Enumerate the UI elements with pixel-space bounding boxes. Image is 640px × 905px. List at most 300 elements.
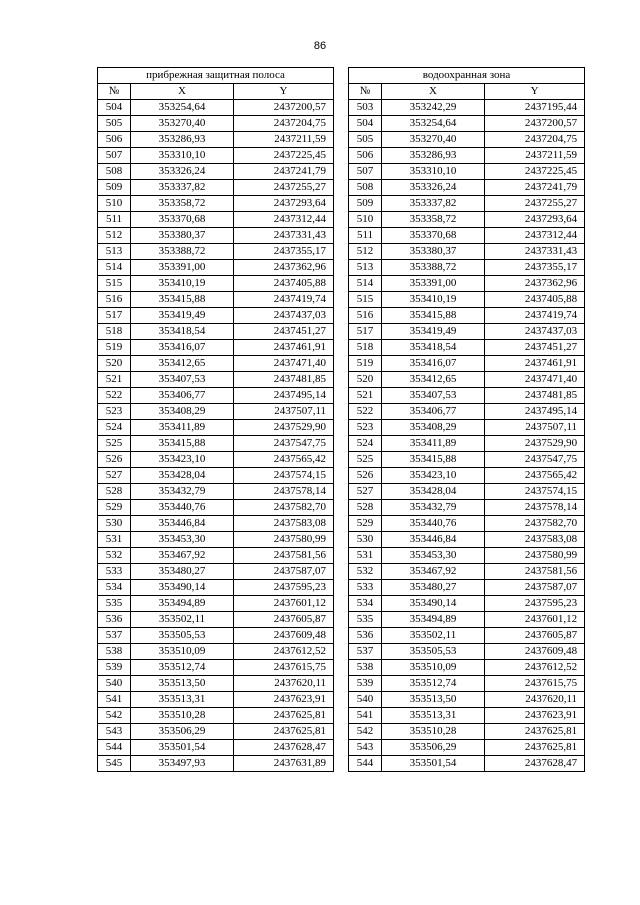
right-x-coordinate: 353432,79 [382, 500, 485, 516]
left-x-coordinate: 353423,10 [131, 452, 234, 468]
table-row [98, 228, 585, 244]
column-gap [334, 228, 349, 244]
left-x-coordinate: 353416,07 [131, 340, 234, 356]
left-point-number: 535 [98, 596, 131, 612]
right-y-coordinate: 2437620,11 [485, 692, 585, 708]
right-x-coordinate: 353428,04 [382, 484, 485, 500]
right-point-number: 529 [349, 516, 382, 532]
left-y-coordinate: 2437625,81 [234, 708, 334, 724]
column-gap [334, 724, 349, 740]
right-y-coordinate: 2437612,52 [485, 660, 585, 676]
right-point-number: 516 [349, 308, 382, 324]
column-gap [334, 564, 349, 580]
right-x-coordinate: 353467,92 [382, 564, 485, 580]
left-y-coordinate: 2437574,15 [234, 468, 334, 484]
left-y-coordinate: 2437255,27 [234, 180, 334, 196]
left-y-coordinate: 2437437,03 [234, 308, 334, 324]
column-gap [334, 372, 349, 388]
right-point-number: 525 [349, 452, 382, 468]
left-x-coordinate: 353428,04 [131, 468, 234, 484]
left-y-coordinate: 2437495,14 [234, 388, 334, 404]
right-point-number: 503 [349, 100, 382, 116]
right-point-number: 538 [349, 660, 382, 676]
right-x-coordinate: 353412,65 [382, 372, 485, 388]
column-gap [334, 308, 349, 324]
right-point-number: 534 [349, 596, 382, 612]
left-point-number: 522 [98, 388, 131, 404]
left-x-coordinate: 353337,82 [131, 180, 234, 196]
left-y-coordinate: 2437620,11 [234, 676, 334, 692]
table-row [98, 100, 585, 116]
left-y-coordinate: 2437582,70 [234, 500, 334, 516]
left-y-coordinate: 2437355,17 [234, 244, 334, 260]
left-x-coordinate: 353418,54 [131, 324, 234, 340]
right-x-coordinate: 353440,76 [382, 516, 485, 532]
left-y-coordinate: 2437625,81 [234, 724, 334, 740]
table-row [98, 548, 585, 564]
left-point-number: 528 [98, 484, 131, 500]
left-x-coordinate: 353310,10 [131, 148, 234, 164]
left-y-coordinate: 2437583,08 [234, 516, 334, 532]
column-gap [334, 708, 349, 724]
right-y-coordinate: 2437595,23 [485, 596, 585, 612]
right-y-coordinate: 2437565,42 [485, 468, 585, 484]
right-y-coordinate: 2437583,08 [485, 532, 585, 548]
left-point-number: 538 [98, 644, 131, 660]
right-x-coordinate: 353480,27 [382, 580, 485, 596]
left-point-number: 508 [98, 164, 131, 180]
right-x-coordinate: 353416,07 [382, 356, 485, 372]
left-y-coordinate: 2437547,75 [234, 436, 334, 452]
left-point-number: 532 [98, 548, 131, 564]
table-row [98, 340, 585, 356]
left-point-number: 517 [98, 308, 131, 324]
left-point-number: 541 [98, 692, 131, 708]
column-gap [334, 324, 349, 340]
left-y-coordinate: 2437293,64 [234, 196, 334, 212]
right-x-coordinate: 353513,31 [382, 708, 485, 724]
right-y-coordinate: 2437529,90 [485, 436, 585, 452]
right-point-number: 540 [349, 692, 382, 708]
right-point-number: 527 [349, 484, 382, 500]
right-point-number: 528 [349, 500, 382, 516]
left-x-coordinate: 353415,88 [131, 436, 234, 452]
right-x-coordinate: 353270,40 [382, 132, 485, 148]
column-gap [334, 340, 349, 356]
table-row [98, 660, 585, 676]
left-point-number: 534 [98, 580, 131, 596]
right-y-coordinate: 2437625,81 [485, 724, 585, 740]
right-y-coordinate: 2437405,88 [485, 292, 585, 308]
left-section-title: прибрежная защитная полоса [98, 68, 334, 84]
left-x-coordinate: 353513,50 [131, 676, 234, 692]
right-y-coordinate: 2437587,07 [485, 580, 585, 596]
page-number: 86 [313, 40, 327, 52]
table-row [98, 708, 585, 724]
left-x-coordinate: 353411,89 [131, 420, 234, 436]
left-y-coordinate: 2437419,74 [234, 292, 334, 308]
right-y-coordinate: 2437241,79 [485, 180, 585, 196]
left-point-number: 504 [98, 100, 131, 116]
right-point-number: 506 [349, 148, 382, 164]
left-x-coordinate: 353391,00 [131, 260, 234, 276]
column-gap [334, 580, 349, 596]
left-y-coordinate: 2437565,42 [234, 452, 334, 468]
table-row [98, 244, 585, 260]
left-y-coordinate: 2437200,57 [234, 100, 334, 116]
left-x-coordinate: 353406,77 [131, 388, 234, 404]
column-gap [334, 548, 349, 564]
right-x-coordinate: 353415,88 [382, 308, 485, 324]
column-gap [334, 452, 349, 468]
right-y-coordinate: 2437615,75 [485, 676, 585, 692]
left-point-number: 525 [98, 436, 131, 452]
right-point-number: 521 [349, 388, 382, 404]
right-y-coordinate: 2437195,44 [485, 100, 585, 116]
right-x-coordinate: 353419,49 [382, 324, 485, 340]
column-gap [334, 244, 349, 260]
left-y-coordinate: 2437204,75 [234, 116, 334, 132]
right-point-number: 526 [349, 468, 382, 484]
right-point-number: 523 [349, 420, 382, 436]
table-row [98, 292, 585, 308]
left-point-number: 530 [98, 516, 131, 532]
right-y-coordinate: 2437609,48 [485, 644, 585, 660]
right-y-coordinate: 2437362,96 [485, 276, 585, 292]
table-row [98, 196, 585, 212]
table-row [98, 404, 585, 420]
table-row [98, 724, 585, 740]
left-point-number: 545 [98, 756, 131, 772]
table-row [98, 420, 585, 436]
left-x-coordinate: 353505,53 [131, 628, 234, 644]
table-row [98, 388, 585, 404]
right-point-number: 537 [349, 644, 382, 660]
right-x-coordinate: 353411,89 [382, 436, 485, 452]
left-y-coordinate: 2437405,88 [234, 276, 334, 292]
left-y-coordinate: 2437623,91 [234, 692, 334, 708]
left-point-number: 511 [98, 212, 131, 228]
left-y-coordinate: 2437529,90 [234, 420, 334, 436]
column-gap [334, 148, 349, 164]
left-x-coordinate: 353510,09 [131, 644, 234, 660]
right-point-number: 512 [349, 244, 382, 260]
left-point-number: 513 [98, 244, 131, 260]
right-point-number: 535 [349, 612, 382, 628]
right-point-number: 510 [349, 212, 382, 228]
left-point-number: 518 [98, 324, 131, 340]
left-x-coordinate: 353494,89 [131, 596, 234, 612]
table-row [98, 164, 585, 180]
left-point-number: 540 [98, 676, 131, 692]
table-row [98, 628, 585, 644]
right-y-coordinate: 2437419,74 [485, 308, 585, 324]
right-point-number: 520 [349, 372, 382, 388]
left-point-number: 519 [98, 340, 131, 356]
left-y-coordinate: 2437331,43 [234, 228, 334, 244]
left-y-coordinate: 2437471,40 [234, 356, 334, 372]
left-point-number: 520 [98, 356, 131, 372]
column-gap [334, 116, 349, 132]
left-x-coordinate: 353453,30 [131, 532, 234, 548]
column-gap [334, 484, 349, 500]
left-x-coordinate: 353407,53 [131, 372, 234, 388]
right-y-coordinate: 2437204,75 [485, 132, 585, 148]
left-y-coordinate: 2437587,07 [234, 564, 334, 580]
left-y-coordinate: 2437578,14 [234, 484, 334, 500]
column-gap [334, 692, 349, 708]
column-gap [334, 660, 349, 676]
left-y-coordinate: 2437581,56 [234, 548, 334, 564]
left-x-coordinate: 353510,28 [131, 708, 234, 724]
table-row [98, 308, 585, 324]
column-gap [334, 516, 349, 532]
left-x-coordinate: 353408,29 [131, 404, 234, 420]
right-point-number: 542 [349, 724, 382, 740]
left-x-coordinate: 353432,79 [131, 484, 234, 500]
right-point-number: 505 [349, 132, 382, 148]
table-row [98, 212, 585, 228]
right-y-coordinate: 2437312,44 [485, 228, 585, 244]
left-header-num: № [98, 84, 131, 100]
right-x-coordinate: 353502,11 [382, 628, 485, 644]
left-x-coordinate: 353270,40 [131, 116, 234, 132]
right-x-coordinate: 353505,53 [382, 644, 485, 660]
left-point-number: 524 [98, 420, 131, 436]
right-x-coordinate: 353453,30 [382, 548, 485, 564]
left-y-coordinate: 2437580,99 [234, 532, 334, 548]
right-point-number: 513 [349, 260, 382, 276]
left-y-coordinate: 2437481,85 [234, 372, 334, 388]
column-gap [334, 356, 349, 372]
left-point-number: 512 [98, 228, 131, 244]
right-header-x: X [382, 84, 485, 100]
left-x-coordinate: 353512,74 [131, 660, 234, 676]
table-row [98, 516, 585, 532]
right-x-coordinate: 353408,29 [382, 420, 485, 436]
right-point-number: 536 [349, 628, 382, 644]
right-x-coordinate: 353388,72 [382, 260, 485, 276]
right-x-coordinate: 353501,54 [382, 756, 485, 772]
right-y-coordinate: 2437601,12 [485, 612, 585, 628]
left-x-coordinate: 353388,72 [131, 244, 234, 260]
table-row [98, 276, 585, 292]
left-y-coordinate: 2437312,44 [234, 212, 334, 228]
column-gap [334, 596, 349, 612]
right-x-coordinate: 353510,09 [382, 660, 485, 676]
column-gap [334, 100, 349, 116]
right-y-coordinate: 2437580,99 [485, 548, 585, 564]
right-y-coordinate: 2437293,64 [485, 212, 585, 228]
left-y-coordinate: 2437225,45 [234, 148, 334, 164]
right-point-number: 519 [349, 356, 382, 372]
right-point-number: 511 [349, 228, 382, 244]
left-point-number: 515 [98, 276, 131, 292]
left-x-coordinate: 353415,88 [131, 292, 234, 308]
left-x-coordinate: 353412,65 [131, 356, 234, 372]
table-row [98, 372, 585, 388]
table-body [98, 100, 585, 772]
left-point-number: 531 [98, 532, 131, 548]
right-x-coordinate: 353391,00 [382, 276, 485, 292]
column-gap [334, 500, 349, 516]
left-x-coordinate: 353506,29 [131, 724, 234, 740]
left-x-coordinate: 353254,64 [131, 100, 234, 116]
left-x-coordinate: 353419,49 [131, 308, 234, 324]
table-row [98, 452, 585, 468]
right-y-coordinate: 2437623,91 [485, 708, 585, 724]
column-gap [334, 292, 349, 308]
table-row [98, 756, 585, 772]
left-point-number: 506 [98, 132, 131, 148]
column-gap [334, 612, 349, 628]
right-x-coordinate: 353446,84 [382, 532, 485, 548]
left-point-number: 523 [98, 404, 131, 420]
left-point-number: 507 [98, 148, 131, 164]
left-y-coordinate: 2437507,11 [234, 404, 334, 420]
table-row [98, 180, 585, 196]
column-gap [334, 468, 349, 484]
right-y-coordinate: 2437355,17 [485, 260, 585, 276]
right-point-number: 508 [349, 180, 382, 196]
column-gap [334, 212, 349, 228]
column-gap [334, 68, 349, 84]
right-y-coordinate: 2437225,45 [485, 164, 585, 180]
column-gap [334, 276, 349, 292]
right-x-coordinate: 353310,10 [382, 164, 485, 180]
column-gap [334, 644, 349, 660]
column-gap [334, 388, 349, 404]
left-x-coordinate: 353446,84 [131, 516, 234, 532]
right-point-number: 531 [349, 548, 382, 564]
right-y-coordinate: 2437578,14 [485, 500, 585, 516]
left-x-coordinate: 353467,92 [131, 548, 234, 564]
table-row [98, 436, 585, 452]
table-row [98, 692, 585, 708]
left-point-number: 529 [98, 500, 131, 516]
left-x-coordinate: 353410,19 [131, 276, 234, 292]
right-y-coordinate: 2437507,11 [485, 420, 585, 436]
right-point-number: 533 [349, 580, 382, 596]
right-y-coordinate: 2437471,40 [485, 372, 585, 388]
left-x-coordinate: 353358,72 [131, 196, 234, 212]
right-x-coordinate: 353380,37 [382, 244, 485, 260]
left-y-coordinate: 2437612,52 [234, 644, 334, 660]
column-header-row [98, 84, 585, 100]
right-point-number: 530 [349, 532, 382, 548]
table-row [98, 356, 585, 372]
right-point-number: 518 [349, 340, 382, 356]
right-point-number: 504 [349, 116, 382, 132]
left-y-coordinate: 2437461,91 [234, 340, 334, 356]
left-point-number: 533 [98, 564, 131, 580]
right-header-y: Y [485, 84, 585, 100]
right-x-coordinate: 353415,88 [382, 452, 485, 468]
right-x-coordinate: 353423,10 [382, 468, 485, 484]
right-y-coordinate: 2437628,47 [485, 756, 585, 772]
left-x-coordinate: 353490,14 [131, 580, 234, 596]
table-row [98, 148, 585, 164]
right-x-coordinate: 353242,29 [382, 100, 485, 116]
left-x-coordinate: 353380,37 [131, 228, 234, 244]
column-gap [334, 676, 349, 692]
left-x-coordinate: 353440,76 [131, 500, 234, 516]
left-y-coordinate: 2437609,48 [234, 628, 334, 644]
right-point-number: 541 [349, 708, 382, 724]
right-x-coordinate: 353407,53 [382, 388, 485, 404]
left-y-coordinate: 2437628,47 [234, 740, 334, 756]
left-point-number: 510 [98, 196, 131, 212]
coordinates-table [97, 67, 585, 772]
table-row [98, 676, 585, 692]
left-point-number: 542 [98, 708, 131, 724]
column-gap [334, 164, 349, 180]
right-x-coordinate: 353510,28 [382, 724, 485, 740]
left-x-coordinate: 353286,93 [131, 132, 234, 148]
right-point-number: 515 [349, 292, 382, 308]
right-x-coordinate: 353326,24 [382, 180, 485, 196]
column-gap [334, 436, 349, 452]
column-gap [334, 532, 349, 548]
left-y-coordinate: 2437451,27 [234, 324, 334, 340]
right-y-coordinate: 2437581,56 [485, 564, 585, 580]
right-section-title: водоохранная зона [349, 68, 585, 84]
column-gap [334, 404, 349, 420]
column-gap [334, 420, 349, 436]
right-x-coordinate: 353513,50 [382, 692, 485, 708]
right-header-num: № [349, 84, 382, 100]
right-x-coordinate: 353410,19 [382, 292, 485, 308]
right-x-coordinate: 353286,93 [382, 148, 485, 164]
left-point-number: 516 [98, 292, 131, 308]
right-y-coordinate: 2437605,87 [485, 628, 585, 644]
right-point-number: 509 [349, 196, 382, 212]
left-y-coordinate: 2437362,96 [234, 260, 334, 276]
section-title-row [98, 68, 585, 84]
column-gap [334, 260, 349, 276]
left-point-number: 514 [98, 260, 131, 276]
right-x-coordinate: 353370,68 [382, 228, 485, 244]
right-x-coordinate: 353337,82 [382, 196, 485, 212]
right-point-number: 539 [349, 676, 382, 692]
right-point-number: 543 [349, 740, 382, 756]
right-point-number: 507 [349, 164, 382, 180]
left-point-number: 537 [98, 628, 131, 644]
right-point-number: 517 [349, 324, 382, 340]
left-y-coordinate: 2437631,89 [234, 756, 334, 772]
right-point-number: 532 [349, 564, 382, 580]
left-point-number: 521 [98, 372, 131, 388]
left-y-coordinate: 2437605,87 [234, 612, 334, 628]
column-gap [334, 132, 349, 148]
table-row [98, 468, 585, 484]
right-y-coordinate: 2437255,27 [485, 196, 585, 212]
right-y-coordinate: 2437481,85 [485, 388, 585, 404]
right-y-coordinate: 2437625,81 [485, 740, 585, 756]
right-x-coordinate: 353512,74 [382, 676, 485, 692]
left-x-coordinate: 353501,54 [131, 740, 234, 756]
left-y-coordinate: 2437615,75 [234, 660, 334, 676]
table-row [98, 580, 585, 596]
table-row [98, 132, 585, 148]
right-y-coordinate: 2437547,75 [485, 452, 585, 468]
right-x-coordinate: 353494,89 [382, 612, 485, 628]
table-row [98, 564, 585, 580]
left-header-y: Y [234, 84, 334, 100]
left-y-coordinate: 2437595,23 [234, 580, 334, 596]
table-row [98, 740, 585, 756]
left-point-number: 536 [98, 612, 131, 628]
